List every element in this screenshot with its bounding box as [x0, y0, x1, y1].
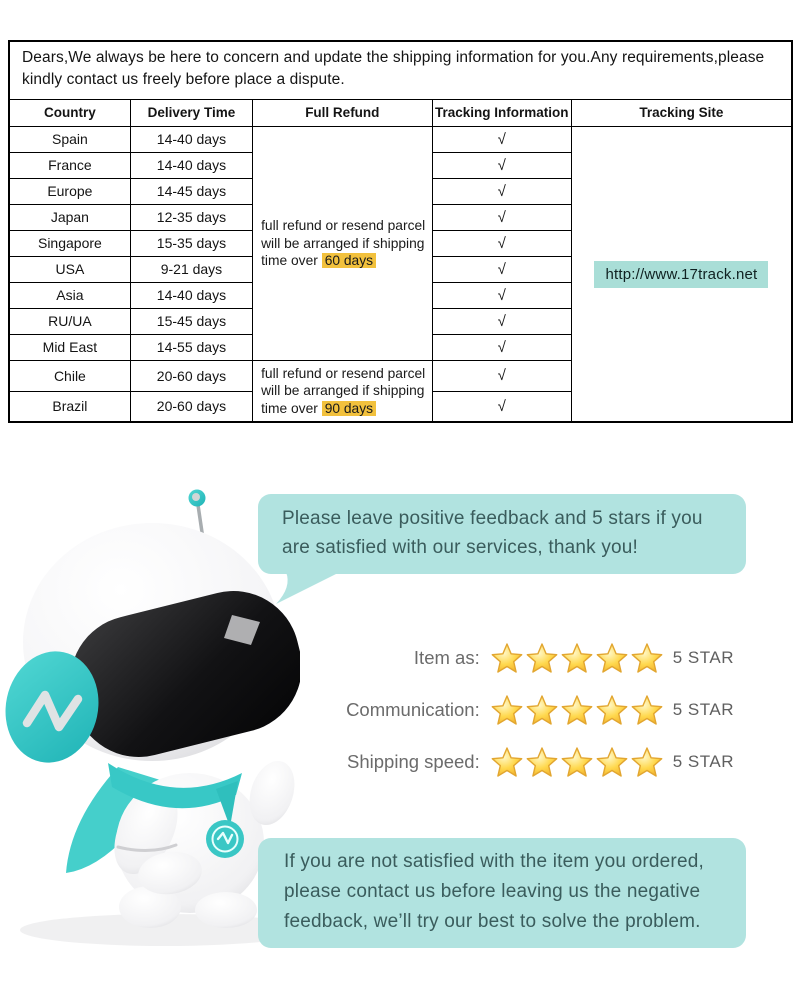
country-cell: USA — [9, 256, 130, 282]
intro-row — [9, 41, 792, 99]
header-tracking-site: Tracking Site — [571, 99, 792, 126]
star-icon — [525, 693, 559, 727]
rating-row-shipping-speed — [320, 744, 734, 780]
star-icon — [560, 745, 594, 779]
rating-row-item-as — [320, 640, 734, 676]
star-icon — [525, 745, 559, 779]
delivery-cell: 14-55 days — [130, 334, 252, 360]
refund-policy-60-cell — [253, 126, 432, 360]
tracking-checkmark: √ — [432, 391, 571, 422]
five-star-rating — [490, 745, 665, 779]
tracking-checkmark: √ — [432, 126, 571, 152]
refund-60-highlight: 60 days — [322, 253, 376, 268]
header-tracking-information: Tracking Information — [432, 99, 571, 126]
refund-policy-60-text: full refund or resend parcel will be arranged if shipping time over 60 days — [261, 218, 426, 269]
tracking-checkmark: √ — [432, 282, 571, 308]
robot-mascot-illustration — [0, 475, 300, 980]
tracking-checkmark: √ — [432, 152, 571, 178]
tracking-site-cell — [571, 126, 792, 422]
shipping-info-section — [8, 40, 793, 423]
five-star-rating — [490, 641, 665, 675]
star-icon — [490, 693, 524, 727]
country-cell: Brazil — [9, 391, 130, 422]
header-country: Country — [9, 99, 130, 126]
table-header-row — [9, 99, 792, 126]
country-cell: Chile — [9, 360, 130, 391]
country-cell: France — [9, 152, 130, 178]
star-icon — [560, 693, 594, 727]
country-cell: Spain — [9, 126, 130, 152]
rating-row-communication — [320, 692, 734, 728]
country-cell: Japan — [9, 204, 130, 230]
star-ratings-block — [320, 640, 734, 796]
tracking-checkmark: √ — [432, 204, 571, 230]
feedback-request-text: Please leave positive feedback and 5 stars if you are satisfied with our services, thank you! — [282, 508, 703, 558]
delivery-cell: 9-21 days — [130, 256, 252, 282]
tracking-checkmark: √ — [432, 256, 571, 282]
refund-policy-90-text: full refund or resend parcel will be arranged if shipping time over 90 days — [261, 365, 426, 416]
star-icon — [630, 641, 664, 675]
header-full-refund: Full Refund — [253, 99, 432, 126]
rating-label: Item as: — [413, 647, 480, 668]
delivery-cell: 15-35 days — [130, 230, 252, 256]
rating-suffix: 5 STAR — [672, 648, 734, 667]
intro-message: Dears,We always be here to concern and update the shipping information for you.Any requirements,please kindly contact us freely before place a dispute. — [9, 41, 792, 99]
country-cell: Singapore — [9, 230, 130, 256]
tracking-checkmark: √ — [432, 360, 571, 391]
star-icon — [595, 745, 629, 779]
rating-label: Shipping speed: — [347, 751, 480, 772]
tracking-site-link[interactable]: http://www.17track.net — [594, 261, 768, 288]
negative-feedback-notice-text: If you are not satisfied with the item you ordered, please contact us before leaving us the negative feedback, we’ll try our best to solve the problem. — [284, 851, 704, 932]
negative-feedback-notice-bubble — [258, 838, 746, 948]
delivery-cell: 12-35 days — [130, 204, 252, 230]
star-icon — [595, 693, 629, 727]
tracking-checkmark: √ — [432, 230, 571, 256]
tracking-checkmark: √ — [432, 334, 571, 360]
delivery-cell: 15-45 days — [130, 308, 252, 334]
star-icon — [630, 745, 664, 779]
delivery-cell: 14-40 days — [130, 126, 252, 152]
tracking-checkmark: √ — [432, 308, 571, 334]
robot-foot — [195, 892, 257, 928]
star-icon — [560, 641, 594, 675]
rating-suffix: 5 STAR — [672, 752, 734, 771]
country-cell: Asia — [9, 282, 130, 308]
country-cell: RU/UA — [9, 308, 130, 334]
delivery-cell: 20-60 days — [130, 391, 252, 422]
header-delivery-time: Delivery Time — [130, 99, 252, 126]
table-row — [9, 126, 792, 152]
tracking-checkmark: √ — [432, 178, 571, 204]
bubble-tail — [276, 572, 342, 604]
delivery-cell: 14-40 days — [130, 152, 252, 178]
five-star-rating — [490, 693, 665, 727]
shipping-table — [8, 40, 793, 423]
refund-90-highlight: 90 days — [322, 401, 376, 416]
delivery-cell: 14-40 days — [130, 282, 252, 308]
star-icon — [595, 641, 629, 675]
rating-suffix: 5 STAR — [672, 700, 734, 719]
star-icon — [490, 641, 524, 675]
country-cell: Mid East — [9, 334, 130, 360]
star-icon — [630, 693, 664, 727]
rating-label: Communication: — [346, 699, 480, 720]
star-icon — [490, 745, 524, 779]
delivery-cell: 20-60 days — [130, 360, 252, 391]
feedback-request-bubble — [258, 494, 746, 574]
country-cell: Europe — [9, 178, 130, 204]
refund-policy-90-cell — [253, 360, 432, 422]
delivery-cell: 14-45 days — [130, 178, 252, 204]
star-icon — [525, 641, 559, 675]
